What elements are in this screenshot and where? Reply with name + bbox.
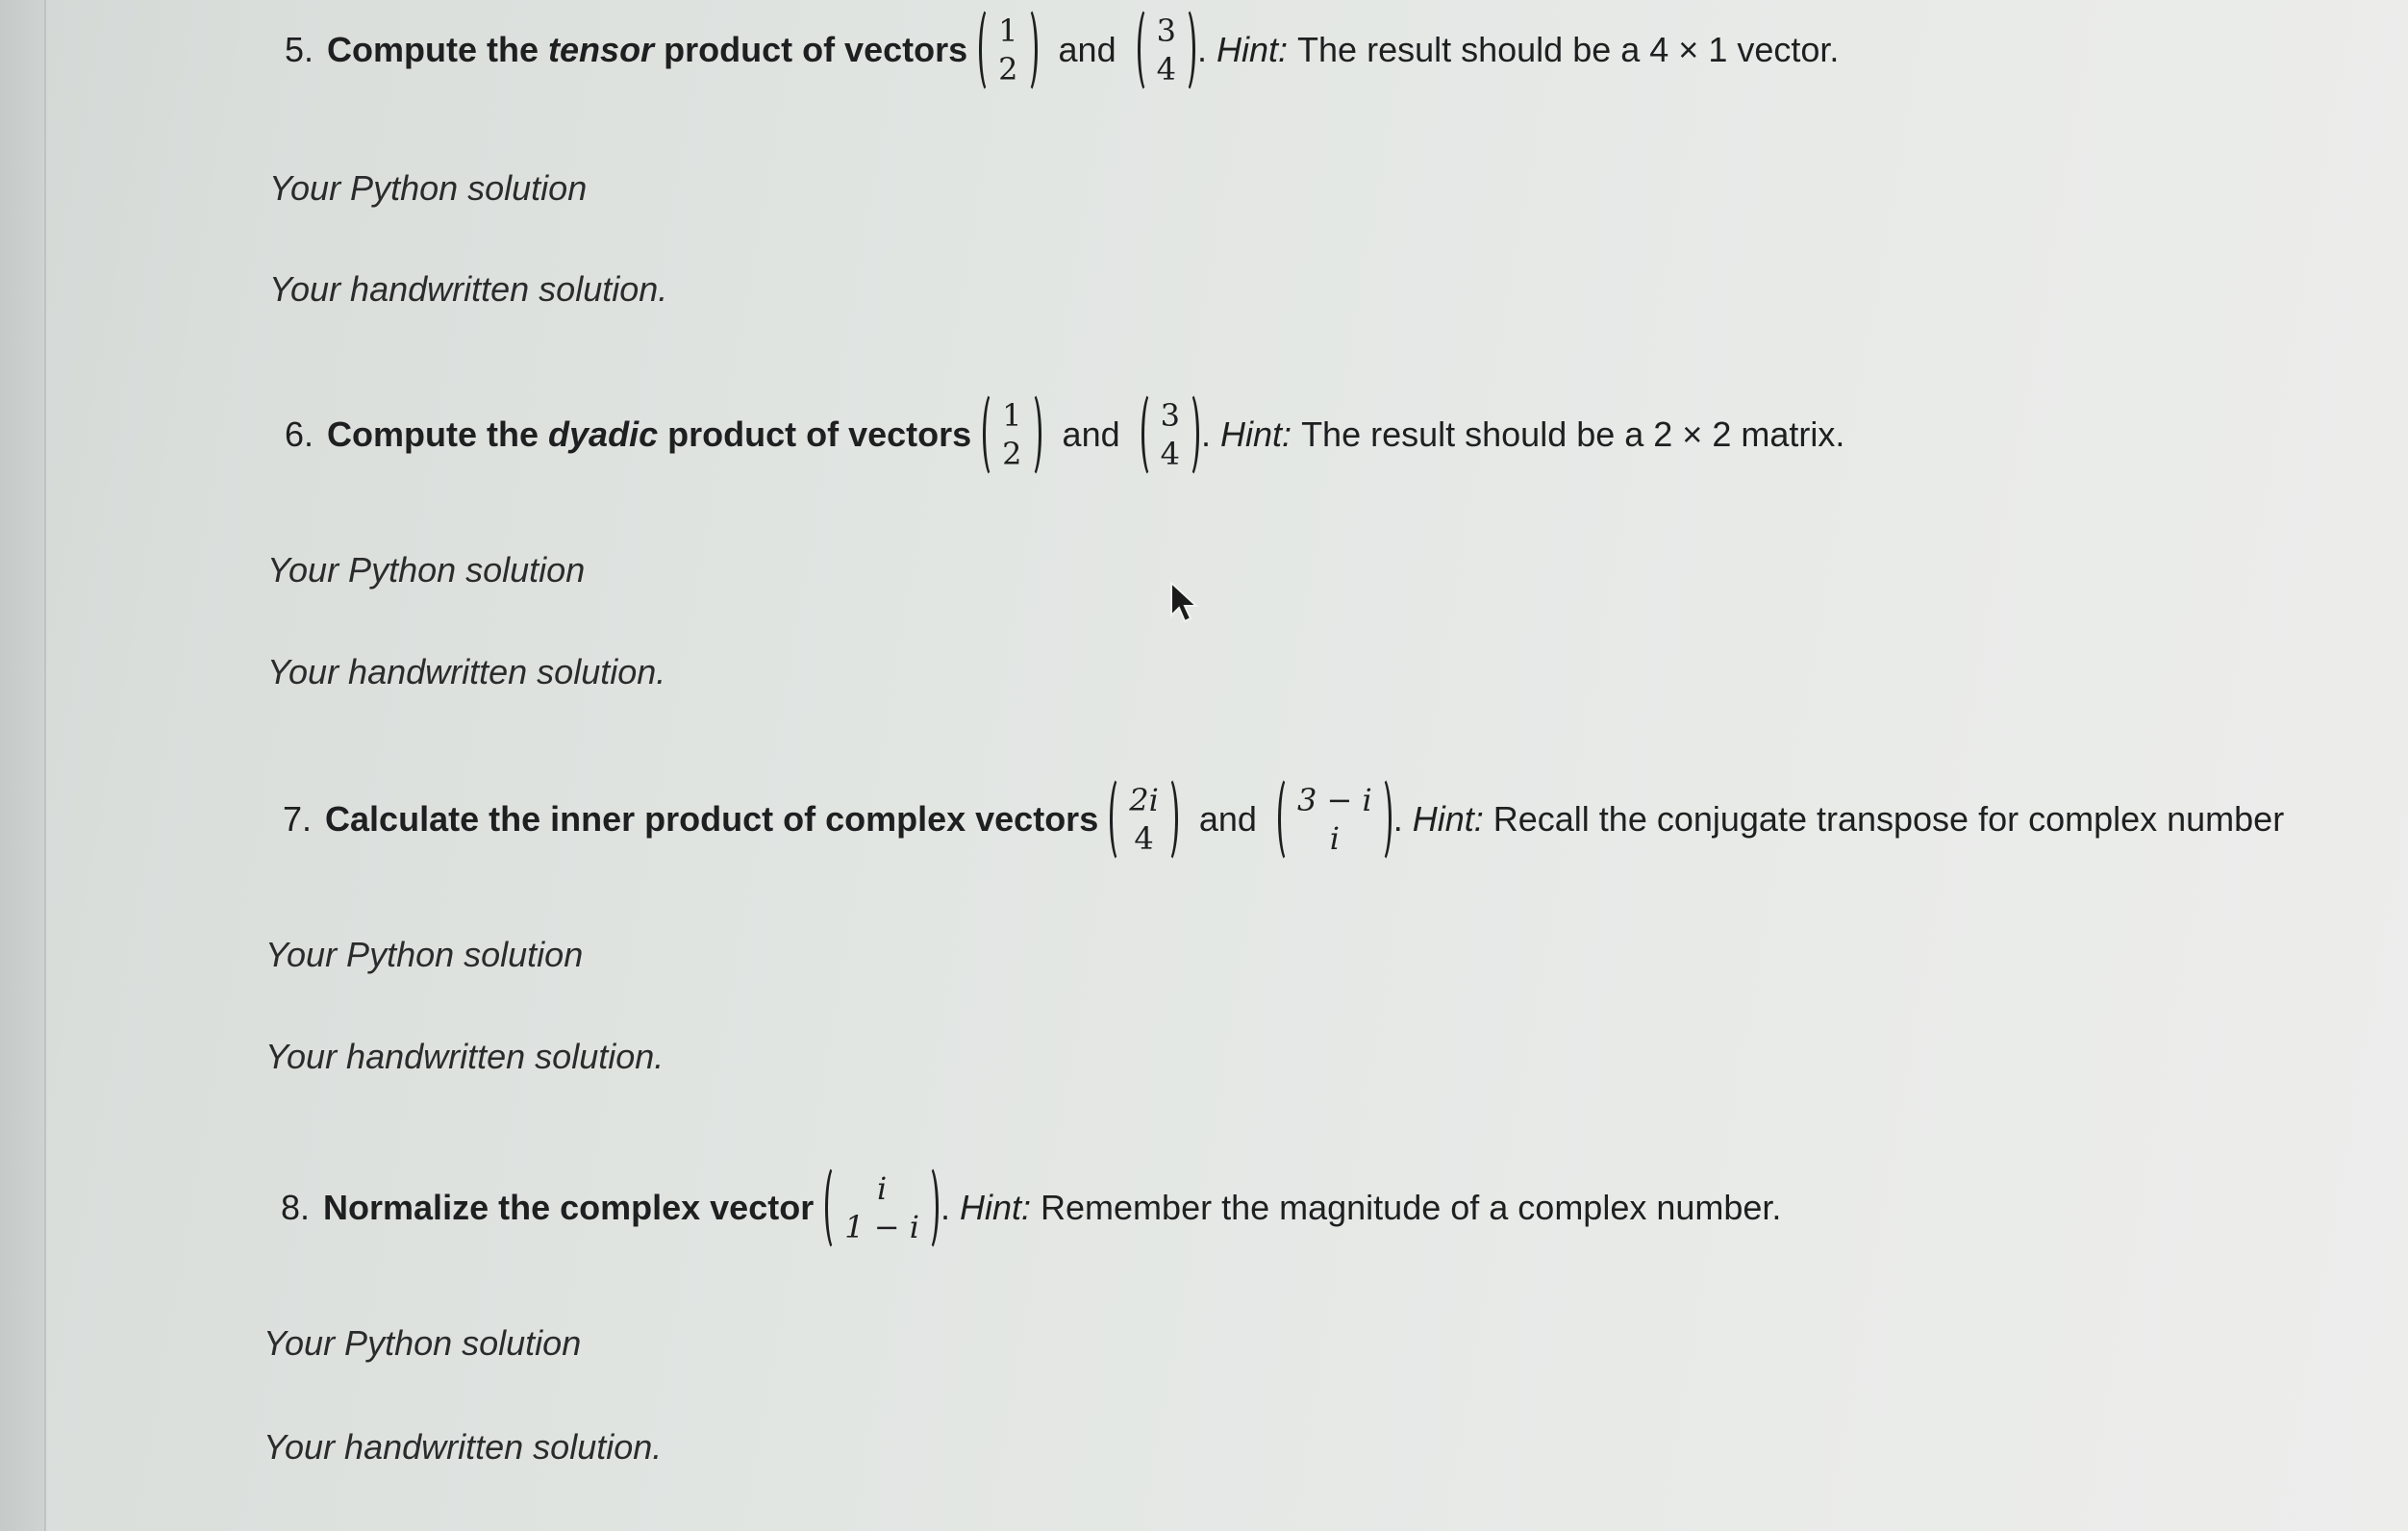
vector-a: 2i 4	[1110, 781, 1178, 858]
vector-b: 3 4	[1138, 12, 1195, 88]
python-solution-prompt: Your Python solution	[263, 1323, 582, 1363]
handwritten-solution-prompt: Your handwritten solution.	[263, 1427, 663, 1467]
problem-prefix: Compute the	[327, 30, 539, 69]
problem-suffix: product of vectors	[667, 414, 972, 454]
problem-number: 7.	[283, 799, 313, 839]
hint-text: The result should be a 2 × 2 matrix.	[1301, 414, 1845, 454]
problem-7: 7. Calculate the inner product of complex vectors 2i 4 and 3 − i i . Hint: Recall the conjugate transpose for complex number	[283, 781, 2284, 858]
hint-label: Hint:	[959, 1188, 1032, 1227]
left-margin-strip	[0, 0, 46, 1531]
vector-b: 3 4	[1141, 396, 1199, 473]
python-solution-prompt: Your Python solution	[267, 550, 586, 590]
handwritten-solution-prompt: Your handwritten solution.	[269, 269, 668, 309]
hint-label: Hint:	[1412, 799, 1484, 839]
hint-text: Remember the magnitude of a complex number.	[1041, 1188, 1782, 1227]
hint-text: Recall the conjugate transpose for complex number	[1492, 799, 2285, 839]
problem-6: 6. Compute the dyadic product of vectors 1 2 and 3 4 . Hint: The result should be a 2 × 2 matrix.	[285, 396, 1844, 473]
connector: and	[1062, 414, 1120, 454]
problem-number: 6.	[285, 414, 314, 454]
problem-emphasis: tensor	[548, 30, 655, 69]
problem-5: 5. Compute the tensor product of vectors 1 2 and 3 4 . Hint: The result should be a 4 × 1 vector.	[285, 12, 1839, 88]
vector-a: 1 2	[979, 12, 1037, 88]
python-solution-prompt: Your Python solution	[265, 935, 584, 974]
connector: and	[1058, 30, 1116, 69]
problem-suffix: product of vectors	[664, 30, 968, 69]
hint-text: The result should be a 4 × 1 vector.	[1297, 30, 1840, 69]
handwritten-solution-prompt: Your handwritten solution.	[265, 1037, 665, 1076]
problem-prefix: Compute the	[327, 414, 539, 454]
hint-label: Hint:	[1217, 30, 1289, 69]
vector-b: 3 − i i	[1278, 781, 1392, 858]
problem-number: 8.	[281, 1188, 311, 1227]
python-solution-prompt: Your Python solution	[269, 168, 588, 208]
handwritten-solution-prompt: Your handwritten solution.	[267, 652, 666, 691]
problem-prefix: Normalize the complex vector	[323, 1188, 815, 1227]
vector-a: 1 2	[983, 396, 1041, 473]
mouse-cursor-icon	[1169, 581, 1202, 625]
vector-a: i 1 − i	[825, 1169, 939, 1246]
hint-label: Hint:	[1220, 414, 1292, 454]
problem-prefix: Calculate the inner product of complex vectors	[325, 799, 1099, 839]
problem-number: 5.	[285, 30, 314, 69]
problem-emphasis: dyadic	[548, 414, 659, 454]
connector: and	[1198, 799, 1257, 839]
problem-8: 8. Normalize the complex vector i 1 − i . Hint: Remember the magnitude of a complex number.	[281, 1169, 1781, 1246]
